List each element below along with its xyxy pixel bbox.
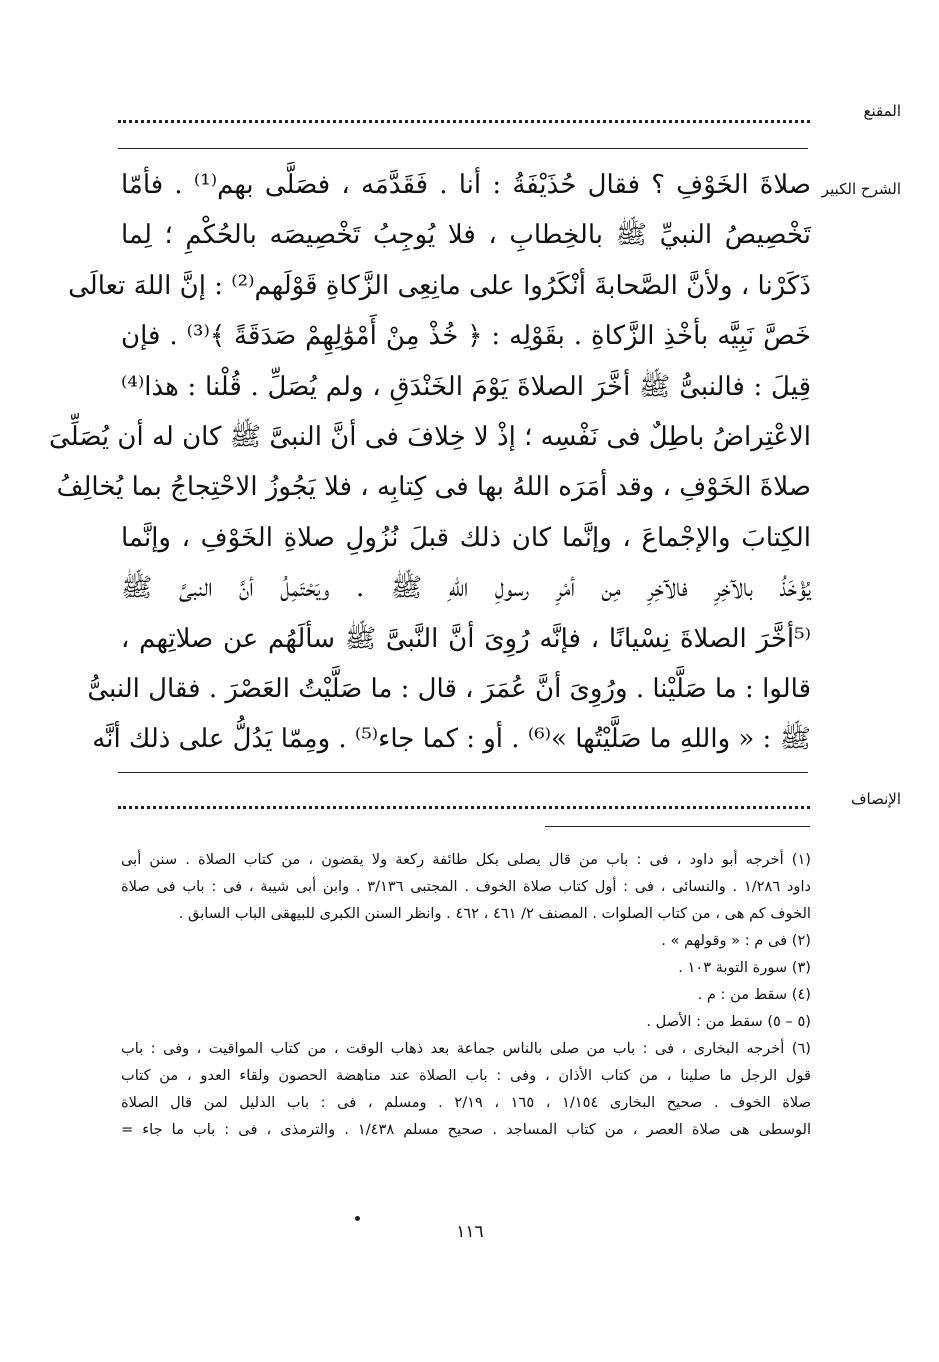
text-line: ﷺ : « واللهِ ما صَلَّيْتُها »⁽⁶⁾ . أو : كما جاء⁽⁵⁾ . ومِمّا يَدُلُّ على ذلك أنَّه	[92, 724, 811, 755]
text-line: الكِتابَ والإجْماعَ ، وإنَّما كان ذلك قبلَ نُزُولِ صلاةِ الخَوْفِ ، وإنَّما	[121, 522, 811, 553]
footnote-line: (٦) أخرجه البخارى ، فى : باب من صلى بالناس جماعة بعد ذهاب الوقت ، من كتاب المواقيت ، وفى : باب	[121, 1040, 811, 1057]
text-line: قِيلَ : فالنبىُّ ﷺ أخَّرَ الصلاةَ يَوْمَ الخَنْدَقِ ، ولم يُصَلِّ . قُلْنا : هذا⁽⁴⁾	[121, 371, 811, 402]
commentary-end-rule	[118, 772, 808, 773]
page-number: ١١٦	[456, 1222, 484, 1242]
footnote-rule	[545, 826, 810, 827]
section-label-muqni: المقنع	[863, 102, 901, 120]
text-line: يُؤْخَذُ بالآخِرِ فالآخِرِ مِن أمْرِ رسولِ اللهِ ﷺ . ويَحْتَمِلُ أنَّ النبىَّ ﷺ	[121, 573, 811, 604]
text-line: خَصَّ نَبِيَّه بأخْذِ الزَّكاةِ . بقَوْلِه : ﴿ خُذْ مِنْ أَمْوَٰلِهِمْ صَدَقَةً ﴾⁽³⁾ . فإن	[121, 321, 811, 352]
text-line: صلاةَ الخَوْفِ ، وقد أمَرَه اللهُ بها فى كِتابِه ، فلا يَجُوزُ الاحْتِجاجُ بما يُخالِفُ	[56, 472, 811, 503]
text-line: ⁽⁵أخَّرَ الصلاةَ نِسْيانًا ، فإنَّه رُوِىَ أنَّ النَّبىَّ ﷺ سألَهُم عن صلاتِهم ،	[121, 623, 811, 654]
dotted-separator-insaf	[118, 806, 810, 809]
footnote-line: (٤) سقط من : م .	[697, 986, 811, 1003]
footnotes	[121, 846, 811, 1143]
ink-dot	[355, 1216, 360, 1221]
footnote-line: (٥ – ٥) سقط من : الأصل .	[646, 1013, 811, 1030]
section-label-insaf: الإنصاف	[850, 790, 901, 808]
footnote-line: (٢) فى م : « وقولهم » .	[661, 932, 811, 949]
footnote-line: قول الرجل ما صلينا ، من كتاب الأذان ، وفى : باب الصلاة عند مناهضة الحصون ولقاء العدو ، من كتاب	[121, 1067, 811, 1084]
footnote-line: الوسطى هى صلاة العصر ، من كتاب المساجد . صحيح مسلم ١/٤٣٨ . والترمذى ، فى : باب ما جاء =	[121, 1121, 811, 1138]
footnote-line: داود ١/٢٨٦ . والنسائى ، فى : أول كتاب صلاة الخوف . المجتبى ٣/١٣٦ . وابن أبى شيبة ، فى : باب فى صلاة	[121, 878, 812, 895]
footnote-line: الخوف كم هى ، من كتاب الصلوات . المصنف ٢/ ٤٦١ ، ٤٦٢ . وانظر السنن الكبرى للبيهقى الباب السابق .	[178, 905, 811, 922]
commentary-body	[49, 160, 811, 765]
footnote-line: (١) أخرجه أبو داود ، فى : باب من قال يصلى بكل طائفة ركعة ولا يقضون ، من كتاب الصلاة . سنن أبى	[121, 851, 811, 868]
footnote-line: (٣) سورة التوبة ١٠٣ .	[678, 959, 811, 976]
dotted-separator-muqni	[118, 120, 810, 123]
text-line: صلاةَ الخَوْفِ ؟ فقال حُذَيْفَةُ : أنا . فَقَدَّمَه ، فصَلَّى بهم⁽¹⁾ . فأمّا	[121, 170, 811, 200]
text-line: تَخْصِيصُ النبيِّ ﷺ بالخِطابِ ، فلا يُوجِبُ تَخْصِيصَه بالحُكْمِ ؛ لِما	[121, 220, 811, 251]
section-label-sharh: الشرح الكبير	[821, 180, 901, 198]
top-rule	[118, 148, 808, 149]
text-line: الاعْتِراضُ باطِلٌ فى نَفْسِه ؛ إذْ لا خِلافَ فى أنَّ النبىَّ ﷺ كان له أن يُصَلِّىَ	[49, 421, 811, 452]
text-line: قالوا : ما صَلَّيْنا . ورُوِىَ أنَّ عُمَرَ ، قال : ما صَلَّيْتُ العَصْرَ . فقال النبىُّ	[87, 673, 811, 704]
text-line: ذَكَرْنا ، ولأنَّ الصَّحابةَ أنْكَرُوا على مانِعِى الزَّكاةِ قَوْلَهم⁽²⁾ : إنَّ اللهَ تعالَى	[68, 270, 811, 301]
footnote-line: صلاة الخوف . صحيح البخارى ١/١٥٤ ، ١٦٥ ، ٢/١٩ . ومسلم ، فى : باب الدليل لمن قال الصلاة	[121, 1094, 812, 1111]
